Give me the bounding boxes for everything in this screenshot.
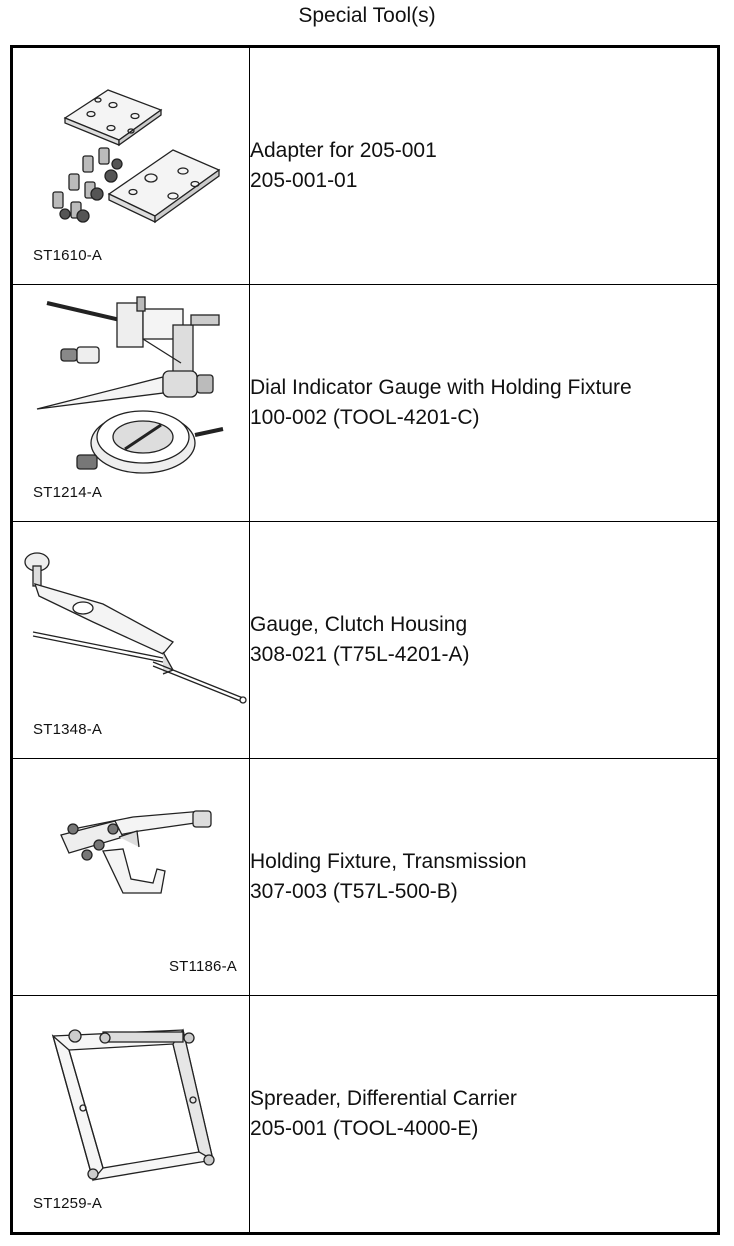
tool-code: ST1186-A — [168, 958, 237, 975]
tool-code: ST1259-A — [33, 1195, 103, 1212]
tool-illustration-cell — [12, 996, 250, 1234]
tool-illustration-cell — [12, 47, 250, 285]
tool-description — [250, 285, 719, 522]
tool-number: 307-003 (T57L-500-B) — [250, 880, 458, 903]
tool-description — [250, 996, 719, 1234]
tool-illustration-cell — [12, 759, 250, 996]
table-row — [12, 759, 719, 996]
tool-description — [250, 47, 719, 285]
tool-illustration-cell — [12, 522, 250, 759]
tool-illustration-cell — [12, 285, 250, 522]
tool-name: Adapter for 205-001 — [250, 139, 437, 162]
tool-name: Spreader, Differential Carrier — [250, 1087, 517, 1110]
special-tools-table — [10, 45, 720, 1235]
tool-number: 205-001-01 — [250, 169, 358, 192]
tool-code: ST1214-A — [33, 484, 103, 501]
tool-description — [250, 759, 719, 996]
tool-number: 308-021 (T75L-4201-A) — [250, 643, 470, 666]
tool-name: Gauge, Clutch Housing — [250, 613, 468, 636]
tool-name: Dial Indicator Gauge with Holding Fixture — [250, 376, 632, 399]
tool-code: ST1348-A — [33, 721, 103, 738]
tool-description — [250, 522, 719, 759]
table-row — [12, 522, 719, 759]
tool-name: Holding Fixture, Transmission — [250, 850, 527, 873]
table-row — [12, 47, 719, 285]
tool-number: 100-002 (TOOL-4201-C) — [250, 406, 480, 429]
page-title: Special Tool(s) — [298, 4, 436, 27]
table-row — [12, 996, 719, 1234]
tool-code: ST1610-A — [33, 247, 103, 264]
table-row — [12, 285, 719, 522]
tool-number: 205-001 (TOOL-4000-E) — [250, 1117, 479, 1140]
